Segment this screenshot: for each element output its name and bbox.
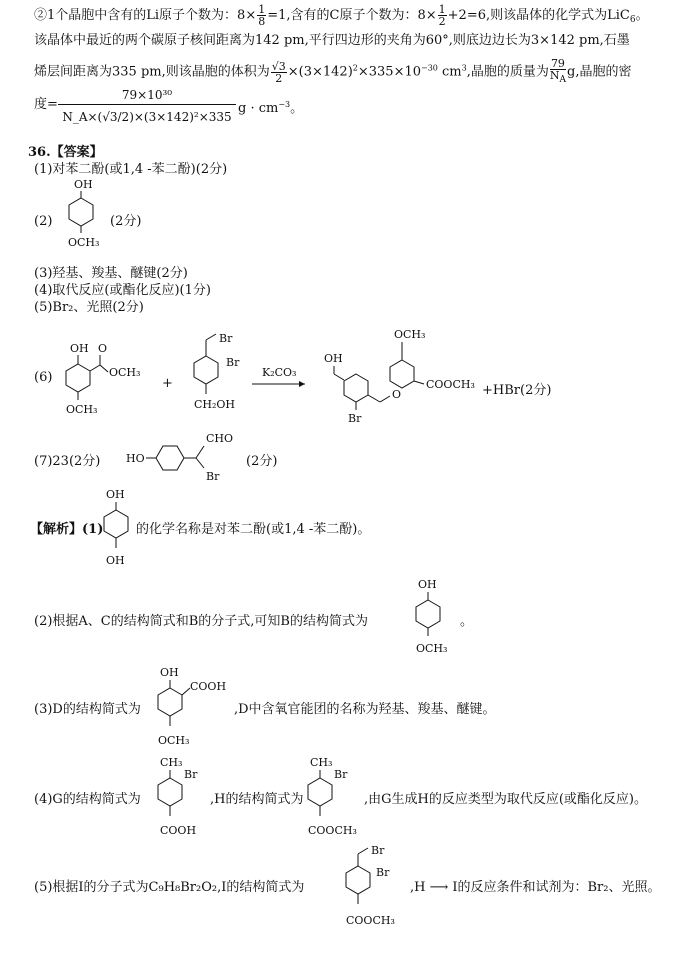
- fraction-one-eighth: $\frac{1}{8}$: [258, 3, 266, 28]
- answer-7-label: (7)23(2分): [34, 454, 101, 469]
- svg-text:OH: OH: [106, 488, 125, 501]
- structure-b-explanation: [408, 576, 468, 664]
- answer-1: (1)对苯二酚(或1,4 -苯二酚)(2分): [34, 162, 228, 177]
- svg-text:OH: OH: [74, 178, 93, 191]
- explanation-5-text: ,H ⟶ I的反应条件和试剂为：Br₂、光照。: [410, 880, 661, 895]
- svg-text:COOCH₃: COOCH₃: [308, 824, 357, 837]
- svg-text:Br: Br: [348, 412, 362, 425]
- svg-text:Br: Br: [206, 470, 220, 483]
- explanation-3-text: ,D中含氧官能团的名称为羟基、羧基、醚键。: [234, 702, 496, 717]
- svg-text:OCH₃: OCH₃: [416, 642, 448, 655]
- answer-2-score: (2分): [110, 214, 142, 229]
- svg-text:OH: OH: [106, 554, 125, 567]
- svg-text:OH: OH: [160, 666, 179, 679]
- structure-hydroquinone: [96, 486, 136, 574]
- structure-product: [312, 322, 492, 432]
- answer-6-label: (6): [34, 370, 53, 385]
- svg-text:OH: OH: [324, 352, 343, 365]
- svg-text:Br: Br: [226, 356, 240, 369]
- structure-d: [150, 664, 240, 752]
- svg-text:OCH₃: OCH₃: [109, 366, 141, 379]
- explanation-1-label: 【解析】(1): [30, 522, 104, 537]
- explanation-4-text: ,由G生成H的反应类型为取代反应(或酯化反应)。: [364, 792, 647, 807]
- explanation-3-label: (3)D的结构简式为: [34, 702, 141, 717]
- line-li-count: ②1个晶胞中含有的Li原子个数为：8× $\frac{1}{8}$ =1,含有的C原子个数为：8× $\frac{1}{2}$ +2=6,则该晶体的化学式为LiC$_6$。: [34, 3, 649, 28]
- answer-2-label: (2): [34, 214, 53, 229]
- svg-text:CH₂OH: CH₂OH: [194, 398, 236, 411]
- explanation-4-label: (4)G的结构简式为: [34, 792, 141, 807]
- svg-text:CHO: CHO: [206, 432, 234, 445]
- plus-sign: +: [162, 376, 173, 391]
- svg-text:COOH: COOH: [190, 680, 227, 693]
- svg-text:OCH₃: OCH₃: [158, 734, 190, 747]
- line-cell-volume: 烯层间距离为335 pm,则该晶胞的体积为 $\frac{√3}{2}$ $\times(3\times 142)^2\times 335\times 10^{-30}$ $cm^3$,晶胞的质量为 $\frac{79}{N_A}$ g,晶胞的密: [34, 57, 632, 85]
- structure-i: [338, 842, 418, 934]
- answer-heading: 36.【答案】: [28, 145, 103, 160]
- explanation-2-end: 。: [460, 614, 474, 629]
- answer-4: (4)取代反应(或酯化反应)(1分): [34, 283, 211, 298]
- explanation-2: (2)根据A、C的结构简式和B的分子式,可知B的结构简式为: [34, 614, 368, 629]
- answer-6-byproduct: +HBr(2分): [482, 383, 552, 398]
- svg-text:CH₃: CH₃: [310, 756, 333, 769]
- line-carbon-distance: 该晶体中最近的两个碳原子核间距离为142 pm,平行四边形的夹角为60°,则底边边长为3×142 pm,石墨: [34, 33, 630, 48]
- svg-text:COOH: COOH: [160, 824, 197, 837]
- explanation-1-text: 的化学名称是对苯二酚(或1,4 -苯二酚)。: [136, 522, 371, 537]
- density-label: 度=: [34, 97, 58, 112]
- reaction-arrow: [250, 366, 310, 396]
- structure-reactant-ester: [58, 340, 148, 430]
- explanation-5-label: (5)根据I的分子式为C₉H₈Br₂O₂,I的结构简式为: [34, 880, 305, 895]
- svg-text:Br: Br: [184, 768, 198, 781]
- answer-7-score: (2分): [246, 454, 278, 469]
- svg-text:HO: HO: [126, 452, 145, 465]
- answer-5: (5)Br₂、光照(2分): [34, 300, 144, 315]
- svg-text:COOCH₃: COOCH₃: [426, 378, 475, 391]
- svg-text:OH: OH: [70, 342, 89, 355]
- svg-text:OCH₃: OCH₃: [66, 403, 98, 416]
- answer-3: (3)羟基、羧基、醚键(2分): [34, 266, 188, 281]
- svg-text:OCH₃: OCH₃: [394, 328, 426, 341]
- svg-text:CH₃: CH₃: [160, 756, 183, 769]
- fraction-one-half: $\frac{1}{2}$: [438, 3, 446, 28]
- svg-text:Br: Br: [219, 332, 233, 345]
- svg-text:Br: Br: [334, 768, 348, 781]
- explanation-4-mid: ,H的结构简式为: [210, 792, 304, 807]
- svg-text:COOCH₃: COOCH₃: [346, 914, 395, 927]
- svg-text:O: O: [98, 342, 108, 355]
- svg-text:O: O: [392, 388, 402, 401]
- structure-reactant-bromide: [186, 332, 256, 442]
- svg-text:K₂CO₃: K₂CO₃: [262, 366, 297, 379]
- structure-answer-7: [124, 428, 254, 488]
- svg-text:Br: Br: [371, 844, 385, 857]
- svg-text:OH: OH: [418, 578, 437, 591]
- svg-text:OCH₃: OCH₃: [68, 236, 100, 249]
- density-unit: $g \cdot cm^{-3}$。: [238, 100, 304, 116]
- structure-b-answer: [56, 176, 116, 266]
- svg-text:Br: Br: [376, 866, 390, 879]
